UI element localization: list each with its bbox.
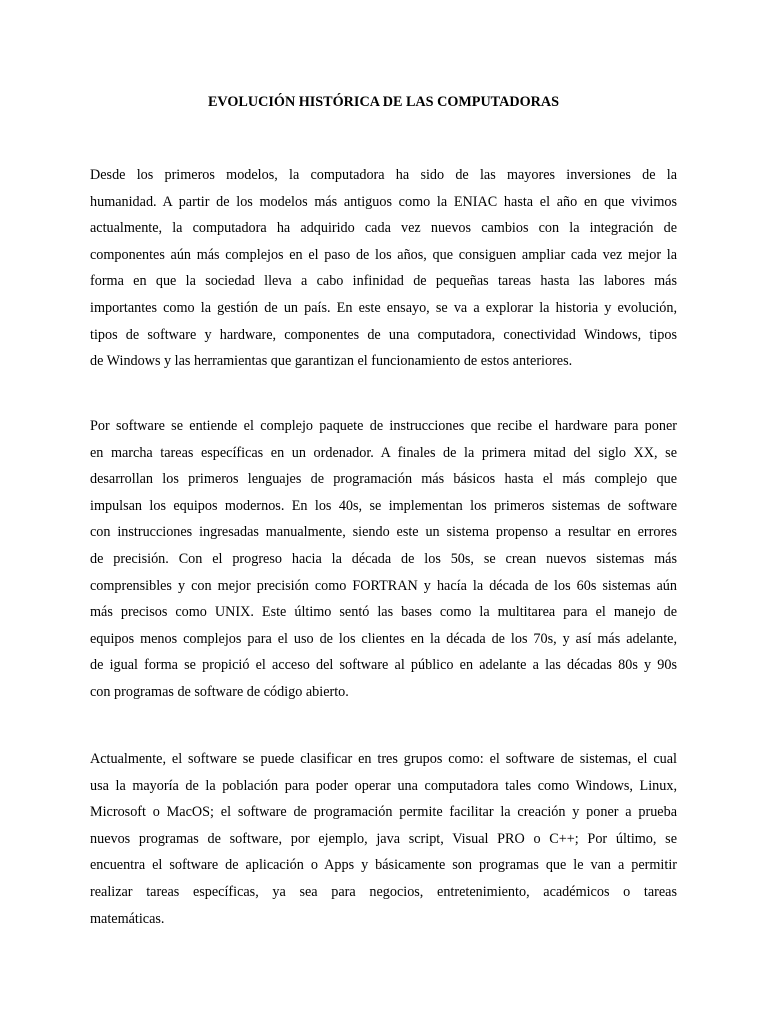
paragraph-line: Desde los primeros modelos, la computadora ha sido de las mayores inversiones de la (90, 167, 677, 183)
paragraph-line: equipos menos complejos para el uso de los clientes en la década de los 70s, y así más adelante, (90, 630, 677, 647)
paragraph-line: impulsan los equipos modernos. En los 40s, se implementan los primeros sistemas de software (90, 497, 677, 514)
paragraph-line: tipos de software y hardware, componentes de una computadora, conectividad Windows, tipos (90, 326, 677, 343)
paragraph-line: forma en que la sociedad lleva a cabo infinidad de pequeñas tareas hasta las labores más (90, 273, 677, 290)
paragraph-line: actualmente, la computadora ha adquirido cada vez nuevos cambios con la integración de (90, 220, 677, 237)
paragraph-line: de Windows y las herramientas que garantizan el funcionamiento de estos anteriores. (90, 353, 573, 370)
paragraph-line: Microsoft o MacOS; el software de programación permite facilitar la creación y poner a prueba (90, 804, 677, 821)
paragraph-line: con instrucciones ingresadas manualmente, siendo este un sistema propenso a resultar en errores (90, 524, 677, 541)
paragraph-line: comprensibles y con mejor precisión como FORTRAN y hacía la década de los 60s sistemas aún (90, 577, 677, 594)
paragraph-line: Por software se entiende el complejo paquete de instrucciones que recibe el hardware para poner (90, 418, 677, 434)
paragraph-line: usa la mayoría de la población para poder operar una computadora tales como Windows, Linux, (90, 777, 677, 794)
paragraph-line: desarrollan los primeros lenguajes de programación más básicos hasta el más complejo que (90, 471, 677, 488)
paragraph-line: matemáticas. (90, 910, 165, 927)
paragraph-line: humanidad. A partir de los modelos más antiguos como la ENIAC hasta el año en que vivimos (90, 193, 677, 210)
paragraph-line: de precisión. Con el progreso hacia la década de los 50s, se crean nuevos sistemas más (90, 550, 677, 567)
paragraph-line: con programas de software de código abierto. (90, 683, 349, 700)
paragraph-line: nuevos programas de software, por ejemplo, java script, Visual PRO o C++; Por último, se (90, 830, 677, 847)
paragraph-software-history (90, 413, 677, 706)
paragraph-line: encuentra el software de aplicación o Apps y básicamente son programas que le van a permitir (90, 857, 677, 874)
paragraph-line: componentes aún más complejos en el paso de los años, que consiguen ampliar cada vez mejor la (90, 246, 677, 263)
paragraph-line: importantes como la gestión de un país. En este ensayo, se va a explorar la historia y evolución, (90, 299, 677, 316)
paragraph-line: realizar tareas específicas, ya sea para negocios, entretenimiento, académicos o tareas (90, 883, 677, 900)
paragraph-line: de igual forma se propició el acceso del software al público en adelante a las décadas 80s y 90s (90, 657, 677, 674)
paragraph-line: Actualmente, el software se puede clasificar en tres grupos como: el software de sistemas, el cual (90, 751, 677, 767)
document-title: EVOLUCIÓN HISTÓRICA DE LAS COMPUTADORAS (207, 94, 560, 110)
paragraph-line: más precisos como UNIX. Este último sentó las bases como la multitarea para el manejo de (90, 604, 677, 621)
paragraph-line: en marcha tareas específicas en un ordenador. A finales de la primera mitad del siglo XX, se (90, 444, 677, 461)
paragraph-software-classification (90, 746, 677, 932)
paragraph-introduction (90, 162, 677, 375)
